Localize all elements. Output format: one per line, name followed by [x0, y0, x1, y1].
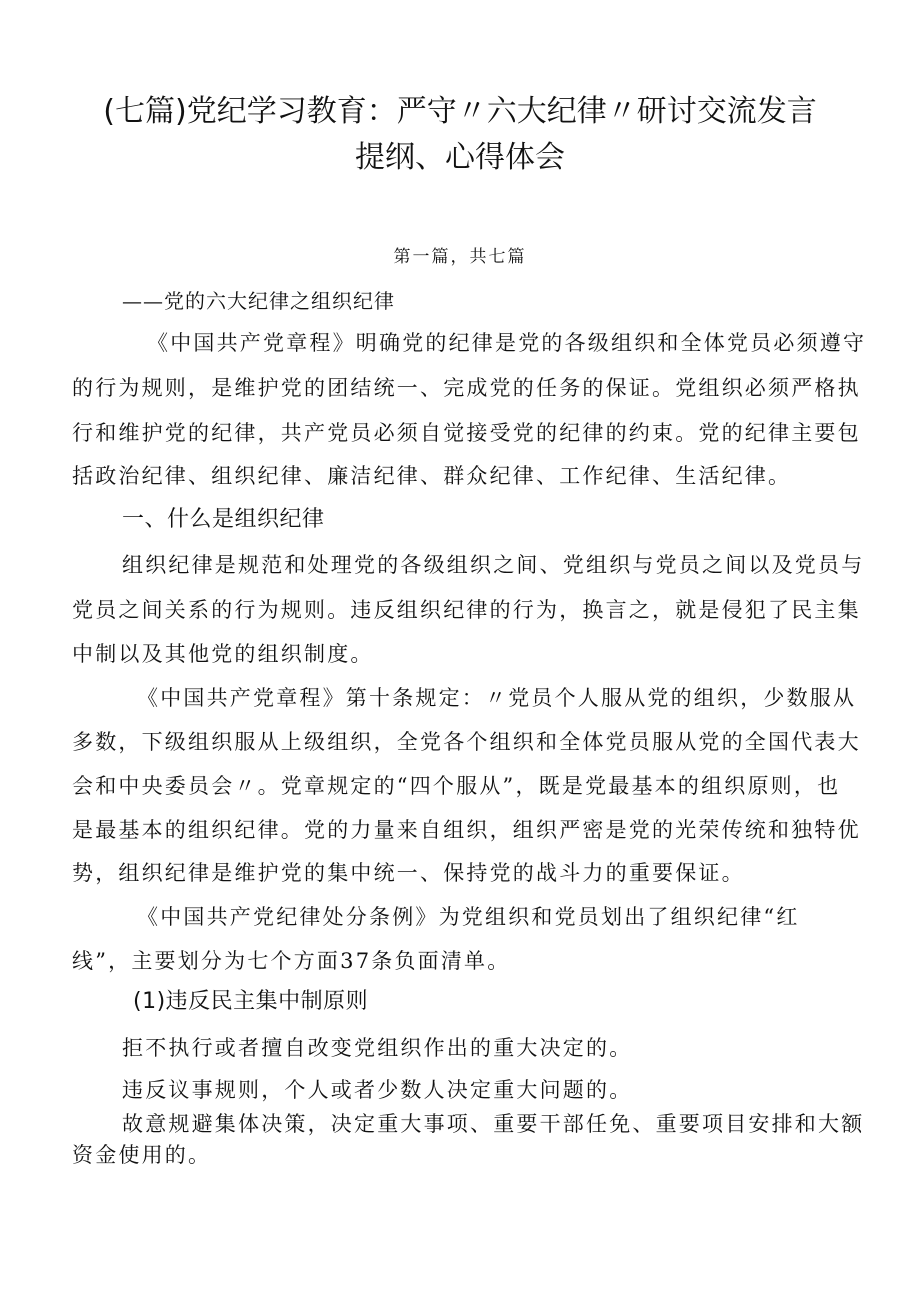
intro-line-4: 括政治纪律、组织纪律、廉洁纪律、群众纪律、工作纪律、生活纪律。 — [72, 464, 792, 488]
document-title-line-2: 提纲、心得体会 — [355, 140, 565, 175]
intro-line-1: 《中国共产党章程》明确党的纪律是党的各级组织和全体党员必须遵守 — [147, 331, 867, 355]
list-item: 故意规避集体决策，决定重大事项、重要干部任免、重要项目安排和大额 — [122, 1112, 865, 1136]
section-1-para-1-line-3: 中制以及其他党的组织制度。 — [72, 642, 374, 666]
section-1-para-3-line-1: 《中国共产党纪律处分条例》为党组织和党员划出了组织纪律“红 — [137, 905, 800, 929]
section-1-para-1-line-2: 党员之间关系的行为规则。违反组织纪律的行为，换言之，就是侵犯了民主集 — [72, 598, 861, 622]
section-1-para-2-line-5: 势，组织纪律是维护党的集中统一、保持党的战斗力的重要保证。 — [72, 861, 745, 885]
section-1-para-3-line-2: 线”，主要划分为七个方面37条负面清单。 — [72, 949, 511, 973]
section-1-para-2-line-4: 是最基本的组织纪律。党的力量来自组织，组织严密是党的光荣传统和独特优 — [72, 818, 861, 842]
list-item: 拒不执行或者擅自改变党组织作出的重大决定的。 — [122, 1036, 633, 1060]
intro-line-2: 的行为规则，是维护党的团结统一、完成党的任务的保证。党组织必须严格执 — [72, 376, 861, 400]
list-item: 资金使用的。 — [72, 1143, 212, 1167]
section-1-para-2-line-3: 会和中央委员会〃。党章规定的“四个服从”，既是党最基本的组织原则，也 — [72, 774, 841, 798]
document-title-line-1: (七篇)党纪学习教育：严守〃六大纪律〃研讨交流发言 — [103, 94, 817, 129]
section-1-heading: 一、什么是组织纪律 — [122, 507, 325, 532]
intro-line-3: 行和维护党的纪律，共产党员必须自觉接受党的纪律的约束。党的纪律主要包 — [72, 421, 861, 445]
section-1-para-2-line-2: 多数，下级组织服从上级组织，全党各个组织和全体党员服从党的全国代表大 — [72, 730, 861, 754]
sub-heading: ——党的六大纪律之组织纪律 — [122, 289, 395, 313]
section-1-para-2-line-1: 《中国共产党章程》第十条规定：〃党员个人服从党的组织，少数服从 — [137, 686, 857, 710]
list-item: 违反议事规则，个人或者少数人决定重大问题的。 — [122, 1078, 633, 1102]
part-label: 第一篇，共七篇 — [393, 247, 527, 267]
section-2-heading: (1)违反民主集中制原则 — [133, 989, 369, 1014]
section-1-para-1-line-1: 组织纪律是规范和处理党的各级组织之间、党组织与党员之间以及党员与 — [122, 553, 865, 577]
